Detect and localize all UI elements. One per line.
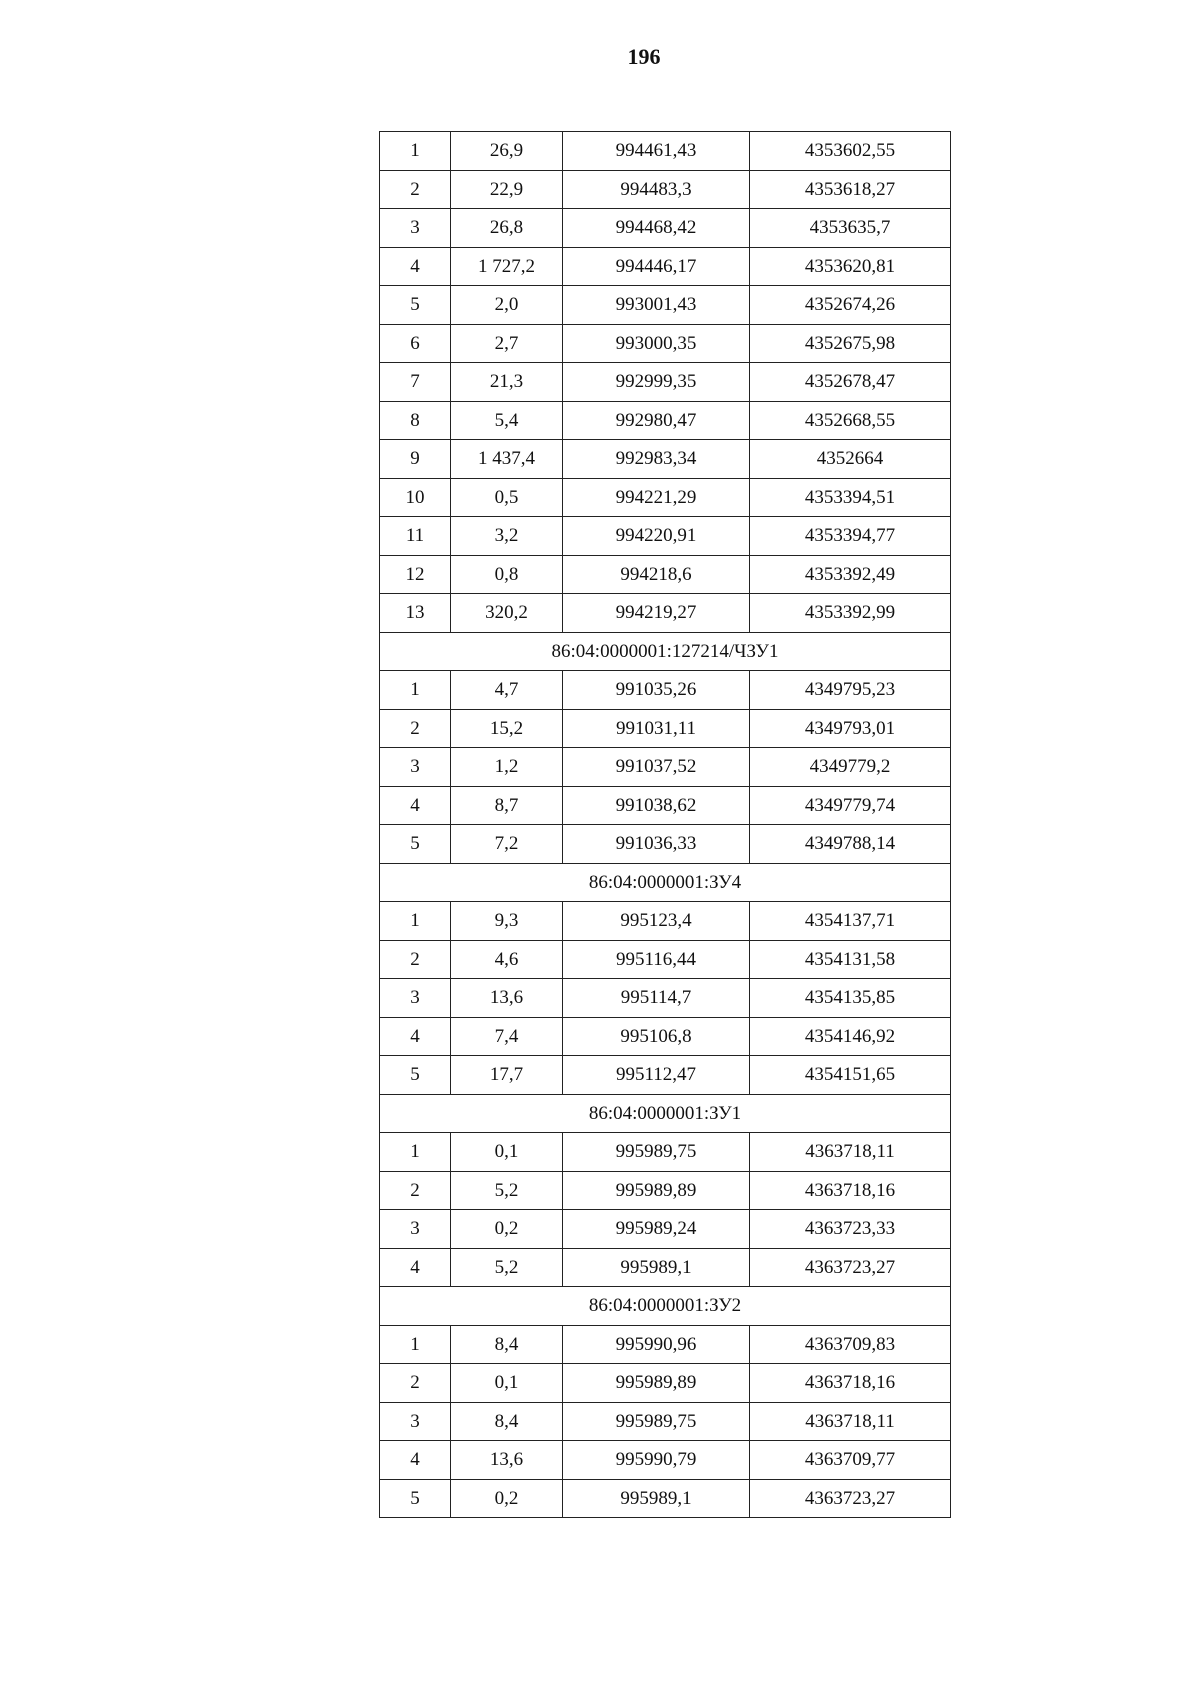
distance-cell: 7,4 — [451, 1017, 563, 1056]
distance-cell: 8,4 — [451, 1402, 563, 1441]
table-row — [380, 170, 951, 209]
distance-cell: 0,8 — [451, 555, 563, 594]
x-coordinate-cell: 995112,47 — [563, 1056, 750, 1095]
point-number-cell: 3 — [380, 748, 451, 787]
point-number-cell: 11 — [380, 517, 451, 556]
point-number-cell: 1 — [380, 902, 451, 941]
distance-cell: 13,6 — [451, 979, 563, 1018]
y-coordinate-cell: 4354131,58 — [750, 940, 951, 979]
table-row — [380, 1017, 951, 1056]
y-coordinate-cell: 4352678,47 — [750, 363, 951, 402]
x-coordinate-cell: 995114,7 — [563, 979, 750, 1018]
table-row — [380, 1210, 951, 1249]
point-number-cell: 10 — [380, 478, 451, 517]
table-row — [380, 1325, 951, 1364]
table-row — [380, 786, 951, 825]
y-coordinate-cell: 4352668,55 — [750, 401, 951, 440]
point-number-cell: 2 — [380, 170, 451, 209]
distance-cell: 4,6 — [451, 940, 563, 979]
table-row — [380, 709, 951, 748]
y-coordinate-cell: 4353394,77 — [750, 517, 951, 556]
point-number-cell: 6 — [380, 324, 451, 363]
point-number-cell: 2 — [380, 709, 451, 748]
x-coordinate-cell: 995989,1 — [563, 1248, 750, 1287]
y-coordinate-cell: 4363709,83 — [750, 1325, 951, 1364]
table-row — [380, 132, 951, 171]
x-coordinate-cell: 995106,8 — [563, 1017, 750, 1056]
table-row — [380, 209, 951, 248]
x-coordinate-cell: 992999,35 — [563, 363, 750, 402]
point-number-cell: 1 — [380, 132, 451, 171]
point-number-cell: 2 — [380, 1171, 451, 1210]
table-row — [380, 517, 951, 556]
point-number-cell: 3 — [380, 979, 451, 1018]
table-row — [380, 902, 951, 941]
section-title: 86:04:0000001:ЗУ1 — [380, 1094, 951, 1133]
page-number: 196 — [627, 44, 661, 69]
table-row — [380, 1479, 951, 1518]
section-header-row — [380, 1287, 951, 1326]
x-coordinate-cell: 993001,43 — [563, 286, 750, 325]
point-number-cell: 5 — [380, 825, 451, 864]
x-coordinate-cell: 994483,3 — [563, 170, 750, 209]
distance-cell: 3,2 — [451, 517, 563, 556]
point-number-cell: 4 — [380, 1017, 451, 1056]
table-row — [380, 1402, 951, 1441]
y-coordinate-cell: 4349779,74 — [750, 786, 951, 825]
distance-cell: 9,3 — [451, 902, 563, 941]
y-coordinate-cell: 4354146,92 — [750, 1017, 951, 1056]
distance-cell: 2,7 — [451, 324, 563, 363]
x-coordinate-cell: 994461,43 — [563, 132, 750, 171]
distance-cell: 320,2 — [451, 594, 563, 633]
point-number-cell: 3 — [380, 209, 451, 248]
point-number-cell: 4 — [380, 1441, 451, 1480]
table-row — [380, 555, 951, 594]
x-coordinate-cell: 994446,17 — [563, 247, 750, 286]
distance-cell: 13,6 — [451, 1441, 563, 1480]
point-number-cell: 4 — [380, 247, 451, 286]
table-row — [380, 748, 951, 787]
table-row — [380, 440, 951, 479]
table-row — [380, 979, 951, 1018]
distance-cell: 4,7 — [451, 671, 563, 710]
section-header-row — [380, 1094, 951, 1133]
distance-cell: 1 437,4 — [451, 440, 563, 479]
table-row — [380, 363, 951, 402]
point-number-cell: 8 — [380, 401, 451, 440]
x-coordinate-cell: 991031,11 — [563, 709, 750, 748]
y-coordinate-cell: 4353392,99 — [750, 594, 951, 633]
x-coordinate-cell: 994221,29 — [563, 478, 750, 517]
table-row — [380, 1133, 951, 1172]
x-coordinate-cell: 995989,1 — [563, 1479, 750, 1518]
table-row — [380, 1364, 951, 1403]
distance-cell: 5,2 — [451, 1171, 563, 1210]
point-number-cell: 1 — [380, 671, 451, 710]
section-title: 86:04:0000001:127214/ЧЗУ1 — [380, 632, 951, 671]
y-coordinate-cell: 4353602,55 — [750, 132, 951, 171]
distance-cell: 17,7 — [451, 1056, 563, 1095]
y-coordinate-cell: 4349793,01 — [750, 709, 951, 748]
distance-cell: 15,2 — [451, 709, 563, 748]
distance-cell: 8,7 — [451, 786, 563, 825]
point-number-cell: 1 — [380, 1325, 451, 1364]
point-number-cell: 3 — [380, 1402, 451, 1441]
distance-cell: 21,3 — [451, 363, 563, 402]
distance-cell: 5,4 — [451, 401, 563, 440]
x-coordinate-cell: 991036,33 — [563, 825, 750, 864]
y-coordinate-cell: 4363718,16 — [750, 1171, 951, 1210]
coordinates-table-body — [380, 132, 951, 1518]
section-title: 86:04:0000001:ЗУ2 — [380, 1287, 951, 1326]
x-coordinate-cell: 995989,89 — [563, 1364, 750, 1403]
section-title: 86:04:0000001:ЗУ4 — [380, 863, 951, 902]
x-coordinate-cell: 995989,75 — [563, 1402, 750, 1441]
point-number-cell: 1 — [380, 1133, 451, 1172]
x-coordinate-cell: 994219,27 — [563, 594, 750, 633]
point-number-cell: 3 — [380, 1210, 451, 1249]
y-coordinate-cell: 4363718,11 — [750, 1133, 951, 1172]
distance-cell: 0,2 — [451, 1479, 563, 1518]
table-row — [380, 671, 951, 710]
point-number-cell: 5 — [380, 286, 451, 325]
section-header-row — [380, 863, 951, 902]
x-coordinate-cell: 995116,44 — [563, 940, 750, 979]
distance-cell: 5,2 — [451, 1248, 563, 1287]
point-number-cell: 5 — [380, 1479, 451, 1518]
y-coordinate-cell: 4353635,7 — [750, 209, 951, 248]
x-coordinate-cell: 994218,6 — [563, 555, 750, 594]
y-coordinate-cell: 4354151,65 — [750, 1056, 951, 1095]
point-number-cell: 9 — [380, 440, 451, 479]
x-coordinate-cell: 994220,91 — [563, 517, 750, 556]
section-header-row — [380, 632, 951, 671]
x-coordinate-cell: 995989,24 — [563, 1210, 750, 1249]
distance-cell: 26,9 — [451, 132, 563, 171]
y-coordinate-cell: 4352674,26 — [750, 286, 951, 325]
point-number-cell: 2 — [380, 940, 451, 979]
distance-cell: 0,5 — [451, 478, 563, 517]
table-row — [380, 825, 951, 864]
y-coordinate-cell: 4353392,49 — [750, 555, 951, 594]
point-number-cell: 12 — [380, 555, 451, 594]
table-row — [380, 247, 951, 286]
x-coordinate-cell: 995989,75 — [563, 1133, 750, 1172]
point-number-cell: 13 — [380, 594, 451, 633]
point-number-cell: 7 — [380, 363, 451, 402]
y-coordinate-cell: 4353394,51 — [750, 478, 951, 517]
x-coordinate-cell: 995990,96 — [563, 1325, 750, 1364]
x-coordinate-cell: 992980,47 — [563, 401, 750, 440]
x-coordinate-cell: 991038,62 — [563, 786, 750, 825]
y-coordinate-cell: 4354135,85 — [750, 979, 951, 1018]
distance-cell: 8,4 — [451, 1325, 563, 1364]
distance-cell: 22,9 — [451, 170, 563, 209]
point-number-cell: 2 — [380, 1364, 451, 1403]
distance-cell: 1,2 — [451, 748, 563, 787]
point-number-cell: 4 — [380, 786, 451, 825]
table-row — [380, 594, 951, 633]
y-coordinate-cell: 4363709,77 — [750, 1441, 951, 1480]
table-row — [380, 1056, 951, 1095]
distance-cell: 0,1 — [451, 1364, 563, 1403]
x-coordinate-cell: 991035,26 — [563, 671, 750, 710]
coordinates-table-wrapper — [379, 131, 951, 1518]
y-coordinate-cell: 4363718,16 — [750, 1364, 951, 1403]
y-coordinate-cell: 4349795,23 — [750, 671, 951, 710]
y-coordinate-cell: 4352675,98 — [750, 324, 951, 363]
y-coordinate-cell: 4349779,2 — [750, 748, 951, 787]
table-row — [380, 401, 951, 440]
distance-cell: 0,1 — [451, 1133, 563, 1172]
distance-cell: 0,2 — [451, 1210, 563, 1249]
x-coordinate-cell: 995989,89 — [563, 1171, 750, 1210]
x-coordinate-cell: 994468,42 — [563, 209, 750, 248]
y-coordinate-cell: 4352664 — [750, 440, 951, 479]
y-coordinate-cell: 4363723,27 — [750, 1479, 951, 1518]
table-row — [380, 286, 951, 325]
y-coordinate-cell: 4363723,27 — [750, 1248, 951, 1287]
y-coordinate-cell: 4349788,14 — [750, 825, 951, 864]
table-row — [380, 1171, 951, 1210]
distance-cell: 1 727,2 — [451, 247, 563, 286]
y-coordinate-cell: 4363718,11 — [750, 1402, 951, 1441]
table-row — [380, 940, 951, 979]
table-row — [380, 1441, 951, 1480]
x-coordinate-cell: 993000,35 — [563, 324, 750, 363]
x-coordinate-cell: 995123,4 — [563, 902, 750, 941]
coordinates-table — [379, 131, 951, 1518]
y-coordinate-cell: 4363723,33 — [750, 1210, 951, 1249]
point-number-cell: 4 — [380, 1248, 451, 1287]
table-row — [380, 478, 951, 517]
y-coordinate-cell: 4353620,81 — [750, 247, 951, 286]
x-coordinate-cell: 992983,34 — [563, 440, 750, 479]
table-row — [380, 324, 951, 363]
distance-cell: 26,8 — [451, 209, 563, 248]
x-coordinate-cell: 991037,52 — [563, 748, 750, 787]
y-coordinate-cell: 4353618,27 — [750, 170, 951, 209]
distance-cell: 7,2 — [451, 825, 563, 864]
y-coordinate-cell: 4354137,71 — [750, 902, 951, 941]
x-coordinate-cell: 995990,79 — [563, 1441, 750, 1480]
point-number-cell: 5 — [380, 1056, 451, 1095]
table-row — [380, 1248, 951, 1287]
distance-cell: 2,0 — [451, 286, 563, 325]
